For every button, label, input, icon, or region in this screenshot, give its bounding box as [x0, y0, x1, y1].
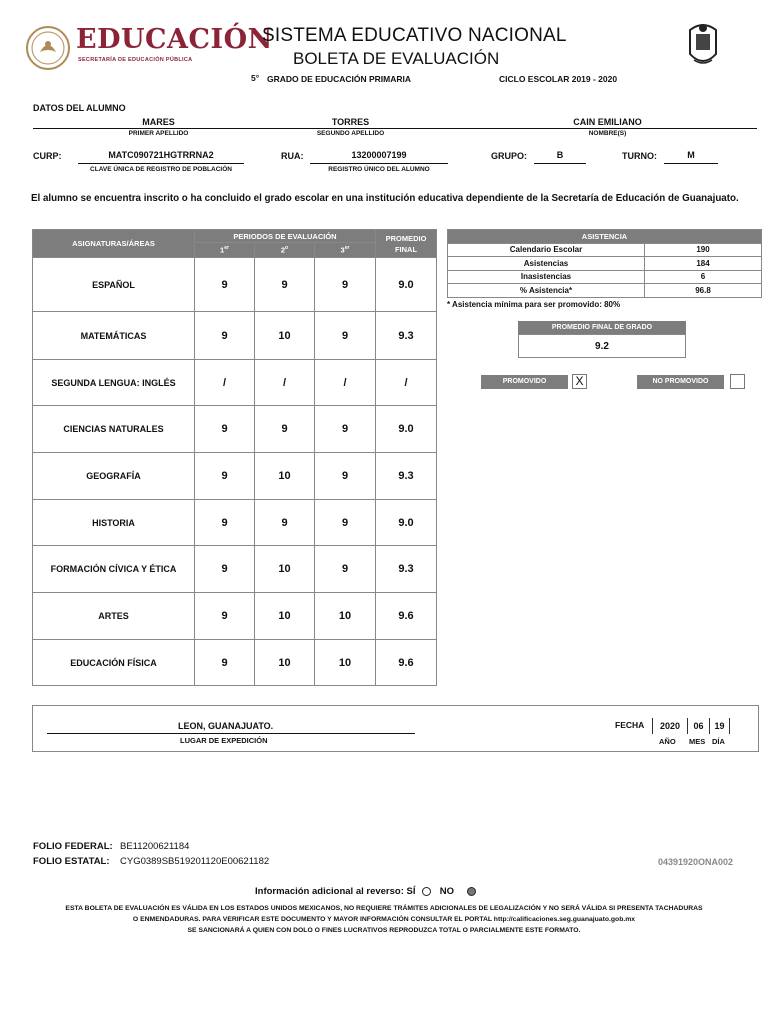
final-average: 9.6: [376, 593, 437, 640]
grade-text: GRADO DE EDUCACIÓN PRIMARIA: [267, 74, 412, 84]
state-folio-label: FOLIO ESTATAL:: [33, 856, 110, 867]
period-3-grade: 9: [315, 258, 376, 312]
period-2-header: [255, 243, 315, 258]
attendance-row: [448, 243, 762, 257]
period-1-number: 1: [220, 245, 225, 255]
curp-underline: [78, 163, 244, 164]
first-surname-label: PRIMER APELLIDO: [128, 130, 189, 137]
school-cycle: CICLO ESCOLAR 2019 - 2020: [499, 74, 618, 84]
final-average: 9.3: [376, 546, 437, 593]
period-3-header: [315, 243, 376, 258]
names-label: NOMBRE(S): [588, 130, 627, 137]
grade-row: [33, 593, 437, 640]
subject-cell: SEGUNDA LENGUA: INGLÉS: [33, 360, 195, 406]
group-label: GRUPO:: [491, 151, 527, 161]
subject-cell: ARTES: [33, 593, 195, 640]
names-value: CAIN EMILIANO: [573, 117, 642, 127]
document-subtitle: BOLETA DE EVALUACIÓN: [293, 49, 500, 68]
legal-line-1: ESTA BOLETA DE EVALUACIÓN ES VÁLIDA EN LOS ESTADOS UNIDOS MEXICANOS, NO REQUIERE TRÁMITES ADICIONALES DE LEGALIZACIÓN Y NO SERÁ VÁLIDA SI PRESENTA TACHADURAS: [65, 905, 703, 912]
subject-cell: CIENCIAS NATURALES: [33, 406, 195, 453]
reverse-yes-radio[interactable]: [422, 887, 431, 896]
not-promoted-checkbox[interactable]: [730, 374, 745, 389]
reverse-no-label: NO: [439, 886, 455, 897]
period-2-grade: 10: [255, 453, 315, 500]
period-1-grade: 9: [195, 593, 255, 640]
period-1-grade: /: [195, 360, 255, 406]
period-2-grade: 9: [255, 406, 315, 453]
year-label: AÑO: [659, 737, 676, 746]
subject-cell: ESPAÑOL: [33, 258, 195, 312]
attendance-row: [448, 284, 762, 298]
rua-value: 13200007199: [351, 150, 407, 160]
attendance-label: % Asistencia*: [448, 284, 645, 298]
grade-row: [33, 258, 437, 312]
final-average: /: [376, 360, 437, 406]
rua-label: RUA:: [281, 151, 304, 161]
period-3-number: 3: [340, 245, 345, 255]
period-1-grade: 9: [195, 500, 255, 546]
logo-subtitle: SECRETARÍA DE EDUCACIÓN PÚBLICA: [78, 57, 193, 63]
curp-label: CURP:: [33, 151, 62, 161]
period-1-suffix: er: [224, 245, 229, 252]
period-1-grade: 9: [195, 453, 255, 500]
average-header: [376, 230, 437, 258]
second-surname-value: TORRES: [331, 117, 370, 127]
rua-underline: [310, 163, 448, 164]
grade-row: [33, 360, 437, 406]
period-1-grade: 9: [195, 258, 255, 312]
period-2-grade: 10: [255, 640, 315, 686]
attendance-header: ASISTENCIA: [448, 230, 762, 244]
enrollment-note: El alumno se encuentra inscrito o ha concluido el grado escolar en una institución educativa dependiente de la Secretaría de Educación de Guanajuato.: [31, 193, 739, 204]
grade-row: [33, 406, 437, 453]
date-label: FECHA: [615, 720, 645, 730]
group-underline: [534, 163, 586, 164]
period-2-grade: 10: [255, 312, 315, 360]
federal-folio-value: BE11200621184: [120, 841, 190, 852]
subject-cell: GEOGRAFÍA: [33, 453, 195, 500]
period-3-suffix: er: [344, 245, 350, 252]
grades-table: [32, 229, 437, 686]
attendance-value: 190: [645, 243, 762, 257]
period-1-grade: 9: [195, 312, 255, 360]
final-average: 9.3: [376, 312, 437, 360]
grade-number: 5°: [251, 73, 260, 83]
period-1-header: [195, 243, 255, 258]
final-average: 9.0: [376, 258, 437, 312]
shift-underline: [664, 163, 718, 164]
issue-place-box: [32, 705, 759, 752]
period-2-grade: 10: [255, 593, 315, 640]
period-2-grade: 10: [255, 546, 315, 593]
legal-line-3: SE SANCIONARÁ A QUIEN CON DOLO O FINES LUCRATIVOS REPRODUZCA TOTAL O PARCIALMENTE ESTE FORMATO.: [187, 927, 581, 934]
period-3-grade: 9: [315, 500, 376, 546]
period-3-grade: 10: [315, 593, 376, 640]
attendance-label: Inasistencias: [448, 270, 645, 284]
period-3-grade: 9: [315, 406, 376, 453]
attendance-row: [448, 270, 762, 284]
promoted-checkbox[interactable]: X: [572, 374, 587, 389]
shift-label: TURNO:: [622, 151, 657, 161]
document-code: 04391920ONA002: [658, 857, 734, 867]
document-title: SISTEMA EDUCATIVO NACIONAL: [262, 25, 567, 46]
date-month: 06: [688, 718, 710, 734]
day-label: DÍA: [712, 737, 725, 746]
group-value: B: [556, 150, 564, 160]
period-1-grade: 9: [195, 640, 255, 686]
final-average: 9.6: [376, 640, 437, 686]
reverse-info: [255, 886, 476, 897]
sep-seal-icon: [26, 26, 70, 70]
shift-value: M: [687, 150, 695, 160]
final-grade-label: PROMEDIO FINAL DE GRADO: [518, 321, 686, 334]
final-grade-value: 9.2: [518, 334, 686, 358]
periods-header: PERIODOS DE EVALUACIÓN: [195, 230, 376, 243]
average-header-label: PROMEDIO FINAL: [385, 233, 427, 254]
attendance-value: 184: [645, 257, 762, 271]
attendance-row: [448, 257, 762, 271]
date-day: 19: [710, 718, 730, 734]
period-3-grade: /: [315, 360, 376, 406]
final-average: 9.0: [376, 406, 437, 453]
grade-row: [33, 453, 437, 500]
subject-cell: EDUCACIÓN FÍSICA: [33, 640, 195, 686]
second-surname-label: SEGUNDO APELLIDO: [316, 130, 385, 137]
period-3-grade: 9: [315, 453, 376, 500]
reverse-info-label: Información adicional al reverso: SÍ: [255, 886, 416, 897]
student-section-label: DATOS DEL ALUMNO: [33, 103, 126, 113]
period-2-grade: /: [255, 360, 315, 406]
period-1-grade: 9: [195, 546, 255, 593]
attendance-table: [447, 229, 762, 298]
logo-wordmark: EDUCACIÓN: [76, 24, 273, 55]
subject-cell: HISTORIA: [33, 500, 195, 546]
period-2-suffix: o: [285, 245, 289, 252]
state-folio-value: CYG0389SB519201120E00621182: [120, 856, 270, 867]
attendance-value: 6: [645, 270, 762, 284]
period-2-grade: 9: [255, 500, 315, 546]
period-3-grade: 9: [315, 312, 376, 360]
federal-folio-label: FOLIO FEDERAL:: [33, 841, 113, 852]
subject-cell: FORMACIÓN CÍVICA Y ÉTICA: [33, 546, 195, 593]
promoted-label: PROMOVIDO: [481, 375, 568, 389]
issue-city: LEON, GUANAJUATO.: [178, 721, 274, 731]
attendance-note: * Asistencia mínima para ser promovido: 80%: [447, 300, 621, 309]
period-3-grade: 10: [315, 640, 376, 686]
final-average: 9.3: [376, 453, 437, 500]
period-3-grade: 9: [315, 546, 376, 593]
period-1-grade: 9: [195, 406, 255, 453]
grade-row: [33, 640, 437, 686]
curp-value: MATC090721HGTRRNA2: [108, 150, 214, 160]
month-label: MES: [689, 737, 706, 746]
not-promoted-label: NO PROMOVIDO: [637, 375, 724, 389]
subjects-header: ASIGNATURAS/ÁREAS: [33, 230, 195, 258]
legal-line-2: O ENMENDADURAS. PARA VERIFICAR ESTE DOCUMENTO Y MAYOR INFORMACIÓN CONSULTAR EL PORTAL http://calificaciones.seg.guanajuato.gob.mx: [132, 916, 636, 923]
name-underline: [33, 128, 757, 129]
attendance-value: 96.8: [645, 284, 762, 298]
first-surname-value: MARES: [142, 117, 175, 127]
grade-row: [33, 500, 437, 546]
period-2-number: 2: [280, 245, 286, 255]
reverse-no-radio[interactable]: [467, 887, 476, 896]
guanajuato-crest-icon: [686, 20, 720, 70]
subject-cell: MATEMÁTICAS: [33, 312, 195, 360]
date-year: 2020: [652, 718, 688, 734]
grade-row: [33, 312, 437, 360]
period-2-grade: 9: [255, 258, 315, 312]
curp-caption: CLAVE ÚNICA DE REGISTRO DE POBLACIÓN: [90, 166, 232, 173]
rua-caption: REGISTRO ÚNICO DEL ALUMNO: [328, 166, 430, 173]
attendance-label: Asistencias: [448, 257, 645, 271]
grade-row: [33, 546, 437, 593]
final-average: 9.0: [376, 500, 437, 546]
issue-place-caption: LUGAR DE EXPEDICIÓN: [180, 736, 268, 745]
attendance-label: Calendario Escolar: [448, 243, 645, 257]
issue-city-underline: [47, 733, 415, 734]
